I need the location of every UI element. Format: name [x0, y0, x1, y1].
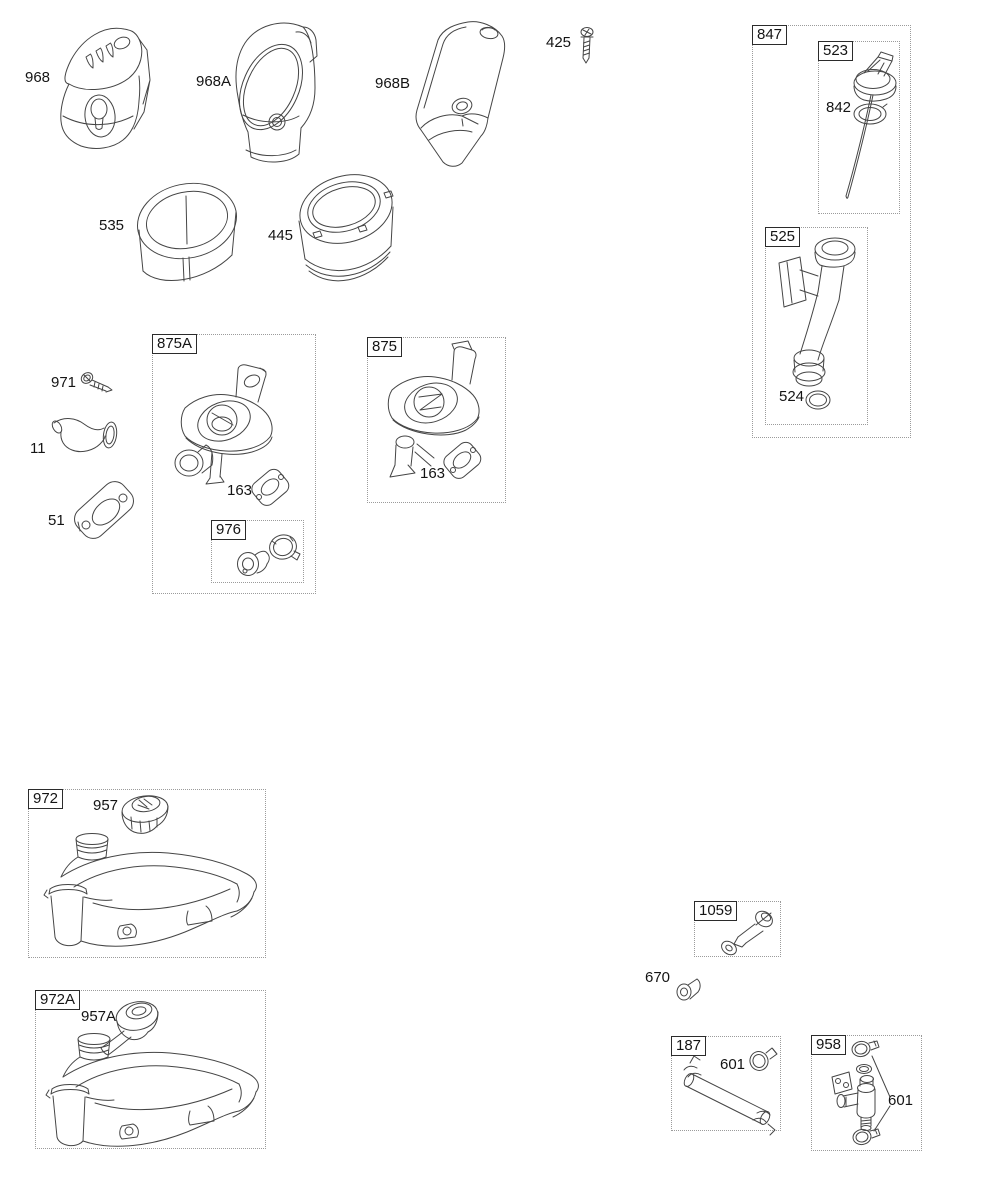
- group-box-976-label: 976: [211, 520, 246, 540]
- elbow-hose-11-art: [50, 419, 118, 452]
- group-box-187: [671, 1036, 781, 1131]
- air-cleaner-cover-968B-art: [416, 22, 505, 167]
- part-label-957: 957: [93, 797, 119, 814]
- screw-971-art: [79, 370, 112, 392]
- air-cleaner-cover-968A-art: [227, 23, 317, 162]
- spacer-670-art: [677, 979, 700, 1000]
- air-cleaner-cover-968-art: [61, 28, 150, 148]
- group-box-1059: [694, 901, 781, 957]
- part-label-163-875: 163: [420, 465, 446, 482]
- group-box-972-label: 972: [28, 789, 63, 809]
- group-box-875A-label: 875A: [152, 334, 197, 354]
- part-label-968: 968: [25, 69, 51, 86]
- group-box-972A: [35, 990, 266, 1149]
- group-box-847-label: 847: [752, 25, 787, 45]
- screw-425-art: [581, 28, 593, 64]
- part-label-968B: 968B: [375, 75, 411, 92]
- group-box-875-label: 875: [367, 337, 402, 357]
- air-filter-cartridge-445-art: [292, 164, 401, 280]
- group-box-958-label: 958: [811, 1035, 846, 1055]
- gasket-51-art: [70, 477, 139, 544]
- part-label-11: 11: [30, 440, 46, 457]
- part-label-971: 971: [51, 374, 77, 391]
- air-filter-535-art: [130, 174, 243, 281]
- part-label-968A: 968A: [196, 73, 232, 90]
- group-box-1059-label: 1059: [694, 901, 737, 921]
- group-box-187-label: 187: [671, 1036, 706, 1056]
- group-box-523: [818, 41, 900, 214]
- part-label-51: 51: [48, 512, 65, 529]
- group-box-972A-label: 972A: [35, 990, 80, 1010]
- group-box-976: [211, 520, 304, 583]
- part-label-601-958: 601: [888, 1092, 914, 1109]
- group-box-523-label: 523: [818, 41, 853, 61]
- part-label-670: 670: [645, 969, 671, 986]
- part-label-163-875A: 163: [227, 482, 253, 499]
- part-label-445: 445: [268, 227, 294, 244]
- group-box-525-label: 525: [765, 227, 800, 247]
- part-label-842: 842: [826, 99, 852, 116]
- part-label-425: 425: [546, 34, 572, 51]
- part-label-601-187: 601: [720, 1056, 746, 1073]
- group-box-972: [28, 789, 266, 958]
- part-label-524: 524: [779, 388, 805, 405]
- part-label-535: 535: [99, 217, 125, 234]
- part-label-957A: 957A: [81, 1008, 117, 1025]
